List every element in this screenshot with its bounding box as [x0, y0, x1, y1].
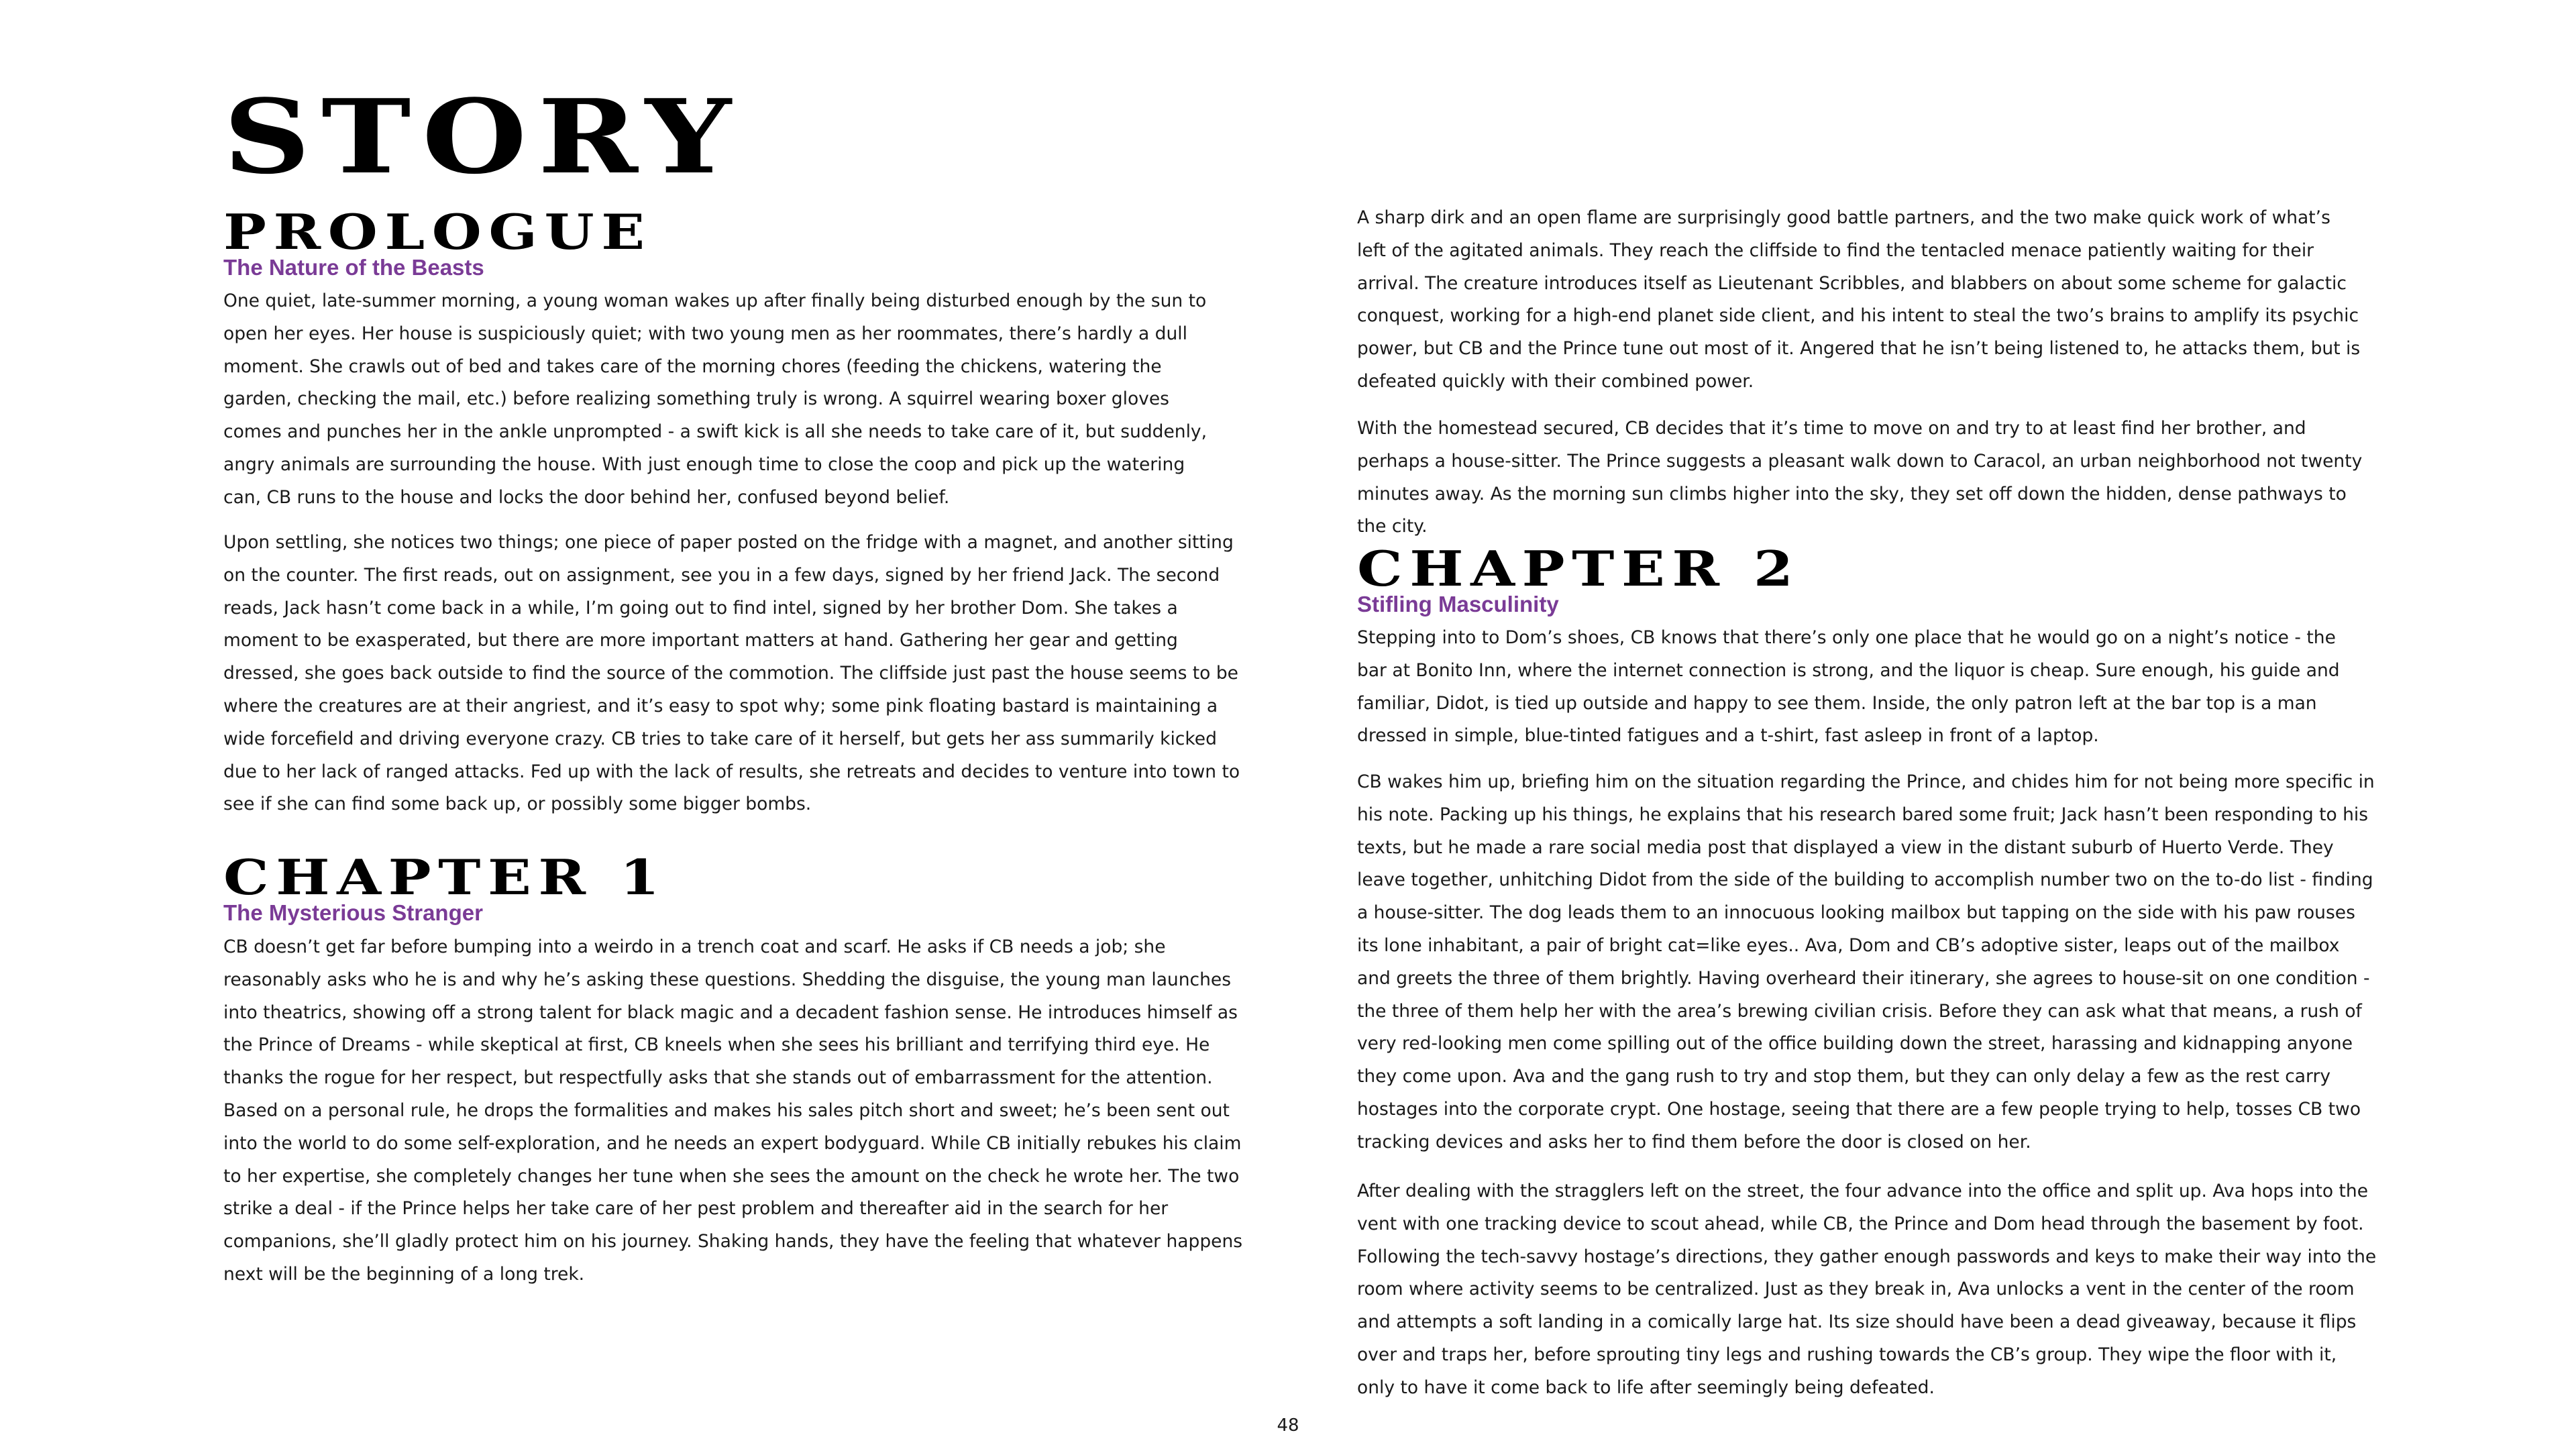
chapter-2-subtitle: Stifling Masculinity [1357, 592, 1559, 616]
chapter-2-paragraph-2: CB wakes him up, briefing him on the situation regarding the Prince, and chides him for not being more specific in his note. Packing up his things, he explains that his research bared some fruit; Jack hasn’t been responding to his texts, but he made a rare social media post that displayed a view in the distant suburb of Huerto Verde. They leave together, unhitching Didot from the side of the building to accomplish number two on the to-do list - finding a house-sitter. The dog leads them to an innocuous looking mailbox but tapping on the side with his paw rouses its lone inhabitant, a pair of bright cat=like eyes.. Ava, Dom and CB’s adoptive sister, leaps out of the mailbox and greets the three of them brightly. Having overheard their itinerary, she agrees to house-sit on one condition - the three of them help her with the area’s brewing civilian crisis. Before they can ask what that means, a rush of very red-looking men come spilling out of the office building down the street, harassing and kidnapping anyone they come upon. Ava and the gang rush to try and stop them, but they can only delay a few as the rest carry hostages into the corporate crypt. One hostage, seeing that there are a few people trying to help, tosses CB two tracking devices and asks her to find them before the door is closed on her. [1357, 771, 2375, 1152]
chapter-1-paragraph-3: With the homestead secured, CB decides that it’s time to move on and try to at least find her brother, and perhaps a house-sitter. The Prince suggests a pleasant walk down to Caracol, an urban neighborhood not twenty minutes away. As the morning sun climbs higher into the sky, they set off down the hidden, dense pathways to the city. [1357, 418, 2363, 537]
chapter-2-paragraph-1: Stepping into to Dom’s shoes, CB knows that there’s only one place that he would go on a night’s notice - the bar at Bonito Inn, where the internet connection is strong, and the liquor is cheap. Sure enough, his guide and familiar, Didot, is tied up outside and happy to see them. Inside, the only patron left at the bar top is a man dressed in simple, blue-tinted fatigues and a t-shirt, fast asleep in front of a laptop. [1357, 627, 2340, 747]
prologue-subtitle: The Nature of the Beasts [223, 255, 484, 280]
chapter-2-heading: CHAPTER 2 [1357, 540, 1801, 597]
chapter-1-paragraph-2: A sharp dirk and an open flame are surprisingly good battle partners, and the two make quick work of what’s left of the agitated animals. They reach the cliffside to find the tentacled menace patiently waiting for their arrival. The creature introduces itself as Lieutenant Scribbles, and blabbers on about some scheme for galactic conquest, working for a high-end planet side client, and his intent to steal the two’s brains to amplify its psychic power, but CB and the Prince tune out most of it. Angered that he isn’t being listened to, he attacks them, but is defeated quickly with their combined power. [1357, 207, 2361, 392]
chapter-1-subtitle: The Mysterious Stranger [223, 900, 483, 925]
page-number: 48 [1277, 1415, 1299, 1436]
chapter-2-paragraph-3: After dealing with the stragglers left on the street, the four advance into the office and split up. Ava hops into the vent with one tracking device to scout ahead, while CB, the Prince and Dom head through the basement by foot. Following the tech-savvy hostage’s directions, they gather enough passwords and keys to make their way into the room where activity seems to be centralized. Just as they break in, Ava unlocks a vent in the center of the room and attempts a soft landing in a comically large hat. Its size should have been a dead giveaway, because it flips over and traps her, before sprouting tiny legs and rushing towards the CB’s group. They wipe the floor with it, only to have it come back to life after seemingly being defeated. [1357, 1181, 2377, 1398]
chapter-1-heading: CHAPTER 1 [223, 849, 667, 906]
page-title: STORY [223, 76, 743, 197]
prologue-paragraph-1: One quiet, late-summer morning, a young woman wakes up after finally being disturbed enough by the sun to open her eyes. Her house is suspiciously quiet; with two young men as her roommates, there’s hardly a dull moment. She crawls out of bed and takes care of the morning chores (feeding the chickens, watering the garden, checking the mail, etc.) before realizing something truly is wrong. A squirrel wearing boxer gloves comes and punches her in the ankle unprompted - a swift kick is all she needs to take care of it, but suddenly, angry animals are surrounding the house. With just enough time to close the coop and pick up the watering can, CB runs to the house and locks the door behind her, confused beyond belief. [223, 290, 1208, 508]
chapter-1-paragraph-1: CB doesn’t get far before bumping into a weirdo in a trench coat and scarf. He asks if CB needs a job; she reasonably asks who he is and why he’s asking these questions. Shedding the disguise, the young man launches into theatrics, showing off a strong talent for black magic and a decadent fashion sense. He introduces himself as the Prince of Dreams - while skeptical at first, CB kneels when she sees his brilliant and terrifying third eye. He thanks the rogue for her respect, but respectfully asks that she stands out of embarrassment for the attention. Based on a personal rule, he drops the formalities and makes his sales pitch short and sweet; he’s been sent out into the world to do some self-exploration, and he needs an expert bodyguard. While CB initially rebukes his claim to her expertise, she completely changes her tune when she sees the amount on the check he wrote her. The two strike a deal - if the Prince helps her take care of her pest problem and thereafter aid in the search for her companions, she’ll gladly protect him on his journey. Shaking hands, they have the feeling that whatever happens next will be the beginning of a long trek. [223, 936, 1243, 1285]
prologue-paragraph-2: Upon settling, she notices two things; one piece of paper posted on the fridge with a magnet, and another sitting on the counter. The first reads, out on assignment, see you in a few days, signed by her friend Jack. The second reads, Jack hasn’t come back in a while, I’m going out to find intel, signed by her brother Dom. She takes a moment to be exasperated, but there are more important matters at hand. Gathering her gear and getting dressed, she goes back outside to find the source of the commotion. The cliffside just past the house seems to be where the creatures are at their angriest, and it’s easy to spot why; some pink floating bastard is maintaining a wide forcefield and driving everyone crazy. CB tries to take care of it herself, but gets her ass summarily kicked due to her lack of ranged attacks. Fed up with the lack of results, she retreats and decides to venture into town to see if she can find some back up, or possibly some bigger bombs. [223, 532, 1240, 815]
prologue-heading: PROLOGUE [223, 203, 652, 260]
